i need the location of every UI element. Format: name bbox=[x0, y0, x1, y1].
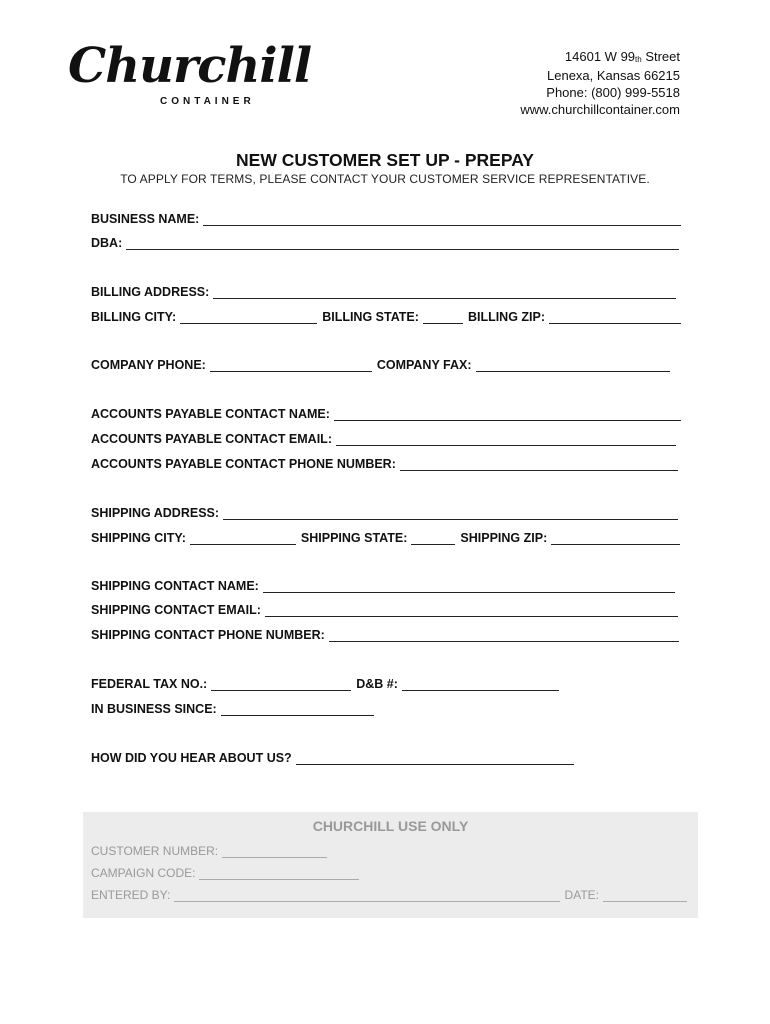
customer-number-row bbox=[91, 843, 327, 858]
campaign-code-label: CAMPAIGN CODE: bbox=[91, 866, 196, 880]
date-field[interactable] bbox=[603, 889, 687, 902]
ap-contact-phone-row bbox=[91, 455, 678, 471]
hear-about-us-label: HOW DID YOU HEAR ABOUT US? bbox=[91, 751, 292, 765]
shipping-zip-field[interactable] bbox=[551, 532, 680, 545]
company-phone-label: COMPANY PHONE: bbox=[91, 358, 206, 372]
shipping-contact-email-field[interactable] bbox=[265, 604, 678, 617]
street-suffix: Street bbox=[641, 49, 680, 64]
ap-contact-email-field[interactable] bbox=[336, 433, 676, 446]
billing-state-field[interactable] bbox=[423, 311, 463, 324]
ap-contact-name-field[interactable] bbox=[334, 408, 681, 421]
customer-number-label: CUSTOMER NUMBER: bbox=[91, 844, 219, 858]
billing-address-field[interactable] bbox=[213, 286, 676, 299]
billing-address-row bbox=[91, 283, 676, 299]
shipping-city-row bbox=[91, 529, 680, 545]
dnb-label: D&B #: bbox=[356, 677, 398, 691]
hear-about-us-row bbox=[91, 749, 574, 765]
shipping-contact-name-row bbox=[91, 577, 675, 593]
billing-address-label: BILLING ADDRESS: bbox=[91, 285, 210, 299]
company-fax-label: COMPANY FAX: bbox=[376, 358, 472, 372]
office-use-title: CHURCHILL USE ONLY bbox=[312, 818, 469, 834]
ap-contact-phone-label: ACCOUNTS PAYABLE CONTACT PHONE NUMBER: bbox=[91, 457, 396, 471]
billing-city-row bbox=[91, 308, 681, 324]
company-phone-row bbox=[91, 356, 670, 372]
shipping-address-label: SHIPPING ADDRESS: bbox=[91, 506, 220, 520]
address-phone: Phone: (800) 999-5518 bbox=[546, 85, 680, 100]
shipping-contact-phone-field[interactable] bbox=[329, 629, 679, 642]
company-fax-field[interactable] bbox=[476, 359, 670, 372]
business-name-field[interactable] bbox=[203, 213, 681, 226]
shipping-contact-email-row bbox=[91, 601, 678, 617]
in-business-since-row bbox=[91, 700, 374, 716]
shipping-zip-label: SHIPPING ZIP: bbox=[460, 531, 548, 545]
shipping-contact-name-field[interactable] bbox=[263, 580, 675, 593]
date-label: DATE: bbox=[564, 888, 599, 902]
ordinal-suffix: th bbox=[635, 55, 642, 64]
business-name-row bbox=[91, 210, 681, 226]
shipping-city-field[interactable] bbox=[190, 532, 296, 545]
form-title: NEW CUSTOMER SET UP - PREPAY bbox=[236, 150, 534, 170]
company-logo bbox=[68, 36, 312, 112]
in-business-since-field[interactable] bbox=[221, 703, 374, 716]
customer-number-field[interactable] bbox=[222, 845, 327, 858]
shipping-contact-name-label: SHIPPING CONTACT NAME: bbox=[91, 579, 259, 593]
address-line-1 bbox=[520, 48, 680, 67]
shipping-city-label: SHIPPING CITY: bbox=[91, 531, 186, 545]
ap-contact-phone-field[interactable] bbox=[400, 458, 678, 471]
billing-zip-label: BILLING ZIP: bbox=[467, 310, 546, 324]
hear-about-us-field[interactable] bbox=[296, 752, 574, 765]
shipping-contact-phone-label: SHIPPING CONTACT PHONE NUMBER: bbox=[91, 628, 325, 642]
in-business-since-label: IN BUSINESS SINCE: bbox=[91, 702, 217, 716]
street-number: 14601 W 99 bbox=[564, 49, 636, 64]
address-website: www.churchillcontainer.com bbox=[520, 102, 680, 117]
shipping-contact-phone-row bbox=[91, 626, 679, 642]
company-address bbox=[520, 48, 680, 118]
ap-contact-name-row bbox=[91, 405, 681, 421]
company-phone-field[interactable] bbox=[210, 359, 372, 372]
logo-subtext: CONTAINER bbox=[160, 96, 255, 107]
billing-zip-field[interactable] bbox=[549, 311, 681, 324]
dba-label: DBA: bbox=[91, 236, 123, 250]
billing-city-field[interactable] bbox=[180, 311, 317, 324]
entered-by-label: ENTERED BY: bbox=[91, 888, 171, 902]
federal-tax-label: FEDERAL TAX NO.: bbox=[91, 677, 208, 691]
entered-by-row bbox=[91, 887, 687, 902]
entered-by-field[interactable] bbox=[174, 889, 559, 902]
form-subtitle: TO APPLY FOR TERMS, PLEASE CONTACT YOUR CUSTOMER SERVICE REPRESENTATIVE. bbox=[120, 172, 650, 186]
shipping-state-label: SHIPPING STATE: bbox=[300, 531, 408, 545]
shipping-state-field[interactable] bbox=[411, 532, 455, 545]
ap-contact-email-label: ACCOUNTS PAYABLE CONTACT EMAIL: bbox=[91, 432, 332, 446]
ap-contact-email-row bbox=[91, 430, 676, 446]
address-line-2: Lenexa, Kansas 66215 bbox=[547, 68, 680, 83]
business-name-label: BUSINESS NAME: bbox=[91, 212, 200, 226]
federal-tax-row bbox=[91, 675, 559, 691]
office-use-box bbox=[83, 812, 698, 918]
shipping-address-field[interactable] bbox=[223, 507, 678, 520]
billing-city-label: BILLING CITY: bbox=[91, 310, 177, 324]
shipping-address-row bbox=[91, 504, 678, 520]
campaign-code-field[interactable] bbox=[199, 867, 359, 880]
dba-field[interactable] bbox=[126, 237, 679, 250]
dba-row bbox=[91, 234, 679, 250]
logo-wordmark: Churchill bbox=[68, 38, 312, 94]
campaign-code-row bbox=[91, 865, 359, 880]
dnb-field[interactable] bbox=[402, 678, 559, 691]
federal-tax-field[interactable] bbox=[211, 678, 351, 691]
shipping-contact-email-label: SHIPPING CONTACT EMAIL: bbox=[91, 603, 261, 617]
billing-state-label: BILLING STATE: bbox=[322, 310, 419, 324]
ap-contact-name-label: ACCOUNTS PAYABLE CONTACT NAME: bbox=[91, 407, 330, 421]
